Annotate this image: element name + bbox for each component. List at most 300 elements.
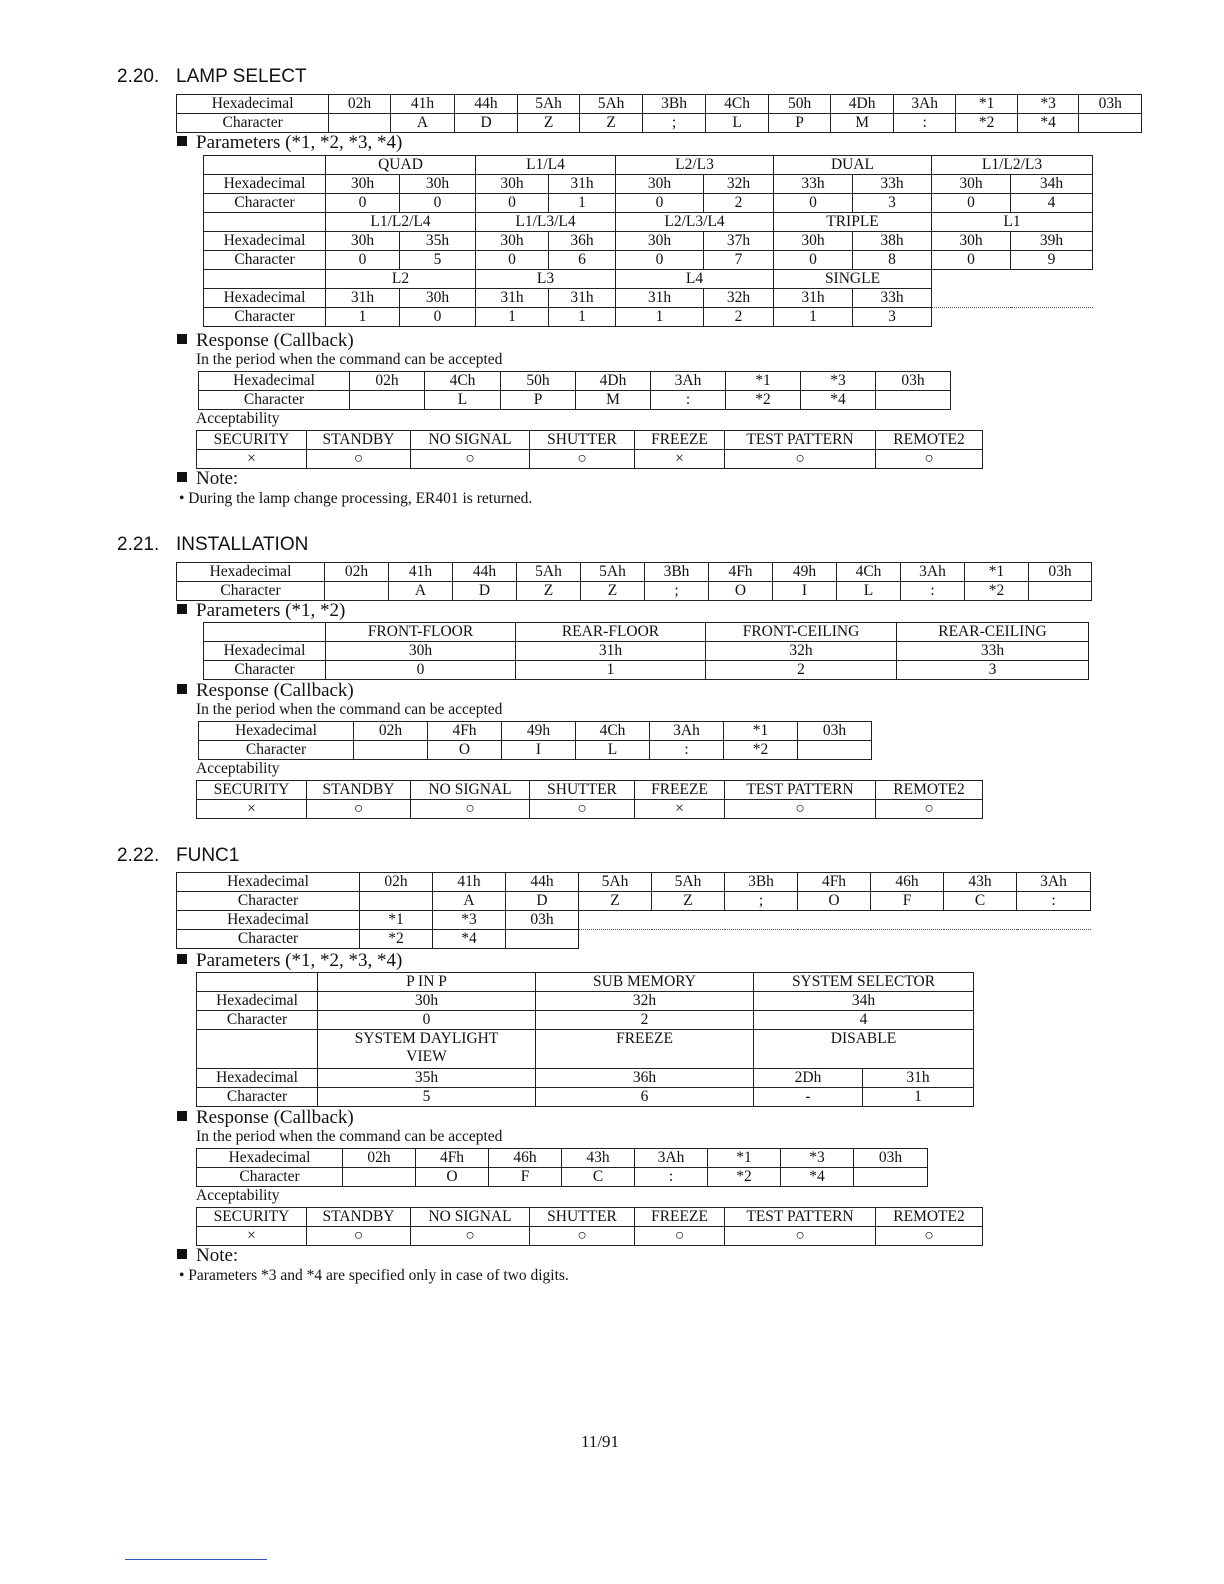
- cmd-hex-cell: 41h: [390, 95, 455, 114]
- cmd-hex-cell: 5Ah: [517, 563, 581, 582]
- cmd-hex-cell: 03h: [1029, 563, 1092, 582]
- param-char-cell: 1: [549, 308, 616, 327]
- cmd-hex-cell: 44h: [506, 873, 579, 892]
- param-group: L2: [326, 270, 476, 289]
- param-group: L2/L3: [616, 156, 774, 175]
- param-group: L1/L4: [476, 156, 616, 175]
- cmd-char-cell: :: [901, 582, 965, 601]
- lamp-select-response-table: [198, 371, 951, 410]
- param-char-cell: 6: [549, 251, 616, 270]
- param-hex-cell: 38h: [853, 232, 932, 251]
- param-char-cell: 2: [704, 194, 774, 213]
- resp-char-cell: O: [416, 1168, 489, 1187]
- param-char-cell: 0: [476, 251, 549, 270]
- param-group: L1/L2/L4: [326, 213, 476, 232]
- acc-value: ○: [307, 1227, 411, 1246]
- cmd-char-cell: A: [390, 114, 455, 133]
- bullet-square-icon: [177, 1111, 187, 1121]
- func1-acceptability-table: [196, 1207, 983, 1246]
- hex-label: Hexadecimal: [199, 722, 354, 741]
- resp-char-cell: *4: [781, 1168, 854, 1187]
- acc-header: STANDBY: [307, 781, 411, 800]
- cmd-char-cell: [1079, 114, 1142, 133]
- acc-header: FREEZE: [635, 431, 725, 450]
- acc-value: ○: [411, 1227, 530, 1246]
- acc-header: SECURITY: [197, 781, 307, 800]
- cmd-char-cell: Z: [517, 114, 580, 133]
- resp-hex-cell: 02h: [350, 372, 425, 391]
- param-char-cell: 3: [853, 194, 932, 213]
- bullet-square-icon: [177, 684, 187, 694]
- cmd-hex-cell: 4Fh: [798, 873, 871, 892]
- cmd-hex-cell: 41h: [433, 873, 506, 892]
- param-char-cell: 4: [754, 1011, 974, 1030]
- cmd-char-cell: *4: [433, 930, 506, 949]
- acc-header: TEST PATTERN: [725, 431, 876, 450]
- resp-hex-cell: *1: [708, 1149, 781, 1168]
- cmd-hex-cell: 4Dh: [831, 95, 894, 114]
- param-char-cell: 0: [326, 251, 400, 270]
- resp-char-cell: L: [425, 391, 501, 410]
- param-hex-cell: 31h: [774, 289, 853, 308]
- lamp-select-acceptability-table: [196, 430, 983, 469]
- cmd-char-cell: O: [798, 892, 871, 911]
- response-heading: Response (Callback): [177, 330, 354, 352]
- param-hex-cell: 30h: [400, 289, 476, 308]
- acc-header: NO SIGNAL: [411, 431, 530, 450]
- acc-header: FREEZE: [635, 781, 725, 800]
- hex-label: Hexadecimal: [199, 372, 350, 391]
- acc-header: SHUTTER: [530, 1208, 635, 1227]
- cmd-char-cell: *2: [965, 582, 1029, 601]
- param-hex-cell: 30h: [326, 175, 400, 194]
- cmd-hex-cell: *1: [956, 95, 1018, 114]
- char-label: Character: [204, 194, 326, 213]
- param-hex-cell: 33h: [774, 175, 853, 194]
- bullet-square-icon: [177, 604, 187, 614]
- param-hex-cell: 36h: [536, 1069, 754, 1088]
- char-label: Character: [204, 661, 326, 680]
- acc-value: ○: [725, 800, 876, 819]
- char-label: Character: [197, 1011, 318, 1030]
- char-label: Character: [204, 308, 326, 327]
- param-hex-cell: 30h: [400, 175, 476, 194]
- param-group: SYSTEM DAYLIGHT VIEW: [318, 1030, 536, 1069]
- lamp-select-command-table: [176, 94, 1142, 133]
- param-char-cell: 3: [897, 661, 1089, 680]
- bullet-square-icon: [177, 136, 187, 146]
- section-title-func1: 2.22. FUNC1: [117, 845, 240, 866]
- param-char-cell: 9: [1011, 251, 1093, 270]
- cmd-char-cell: [1029, 582, 1092, 601]
- acc-header: TEST PATTERN: [725, 781, 876, 800]
- param-char-cell: 7: [704, 251, 774, 270]
- footer-rule: [125, 1559, 267, 1560]
- acc-header: REMOTE2: [876, 781, 983, 800]
- resp-hex-cell: 03h: [876, 372, 951, 391]
- param-char-cell: 0: [400, 308, 476, 327]
- resp-char-cell: *4: [801, 391, 876, 410]
- param-hex-cell: 30h: [326, 642, 516, 661]
- cmd-char-cell: Z: [580, 114, 643, 133]
- param-group: REAR-CEILING: [897, 623, 1089, 642]
- param-char-cell: 2: [704, 308, 774, 327]
- cmd-hex-cell: *1: [360, 911, 433, 930]
- param-char-cell: 2: [536, 1011, 754, 1030]
- resp-char-cell: *2: [708, 1168, 781, 1187]
- cmd-char-cell: P: [768, 114, 831, 133]
- resp-hex-cell: *3: [801, 372, 876, 391]
- acc-value: ○: [725, 450, 876, 469]
- acc-header: SECURITY: [197, 1208, 307, 1227]
- cmd-hex-cell: 44h: [455, 95, 518, 114]
- param-group: L4: [616, 270, 774, 289]
- param-group: FRONT-FLOOR: [326, 623, 516, 642]
- param-hex-cell: 30h: [616, 175, 704, 194]
- cmd-char-cell: *2: [360, 930, 433, 949]
- param-char-cell: 0: [318, 1011, 536, 1030]
- param-char-cell: 0: [774, 194, 853, 213]
- acc-value: ○: [530, 450, 635, 469]
- resp-char-cell: C: [562, 1168, 635, 1187]
- installation-response-table: [198, 721, 872, 760]
- param-char-cell: 3: [853, 308, 932, 327]
- param-hex-cell: 30h: [774, 232, 853, 251]
- param-hex-cell: 30h: [476, 175, 549, 194]
- acc-value: ×: [635, 800, 725, 819]
- param-char-cell: -: [754, 1088, 863, 1107]
- char-label: Character: [177, 114, 329, 133]
- acc-header: STANDBY: [307, 431, 411, 450]
- hex-label: Hexadecimal: [204, 175, 326, 194]
- cmd-char-cell: ;: [642, 114, 706, 133]
- param-hex-cell: 31h: [863, 1069, 974, 1088]
- cmd-hex-cell: 5Ah: [581, 563, 645, 582]
- param-hex-cell: 32h: [536, 992, 754, 1011]
- cmd-char-cell: :: [1017, 892, 1091, 911]
- param-char-cell: 1: [616, 308, 704, 327]
- cmd-char-cell: I: [773, 582, 837, 601]
- param-hex-cell: 36h: [549, 232, 616, 251]
- resp-char-cell: *2: [724, 741, 798, 760]
- resp-char-cell: F: [489, 1168, 562, 1187]
- resp-char-cell: P: [501, 391, 576, 410]
- param-hex-cell: 33h: [853, 289, 932, 308]
- cmd-char-cell: D: [453, 582, 517, 601]
- cmd-char-cell: Z: [517, 582, 581, 601]
- char-label: Character: [197, 1168, 343, 1187]
- cmd-hex-cell: *3: [433, 911, 506, 930]
- resp-char-cell: :: [650, 741, 724, 760]
- cmd-hex-cell: *3: [1017, 95, 1079, 114]
- resp-char-cell: L: [576, 741, 650, 760]
- hex-label: Hexadecimal: [197, 1149, 343, 1168]
- param-char-cell: 0: [932, 251, 1011, 270]
- resp-char-cell: [350, 391, 425, 410]
- param-hex-cell: 34h: [754, 992, 974, 1011]
- cmd-char-cell: ;: [725, 892, 798, 911]
- hex-label: Hexadecimal: [204, 289, 326, 308]
- acc-value: ○: [307, 450, 411, 469]
- param-char-cell: 0: [400, 194, 476, 213]
- func1-response-table: [196, 1148, 928, 1187]
- param-group: FREEZE: [536, 1030, 754, 1069]
- param-group: DUAL: [774, 156, 932, 175]
- param-char-cell: 0: [616, 251, 704, 270]
- resp-hex-cell: 02h: [343, 1149, 416, 1168]
- param-hex-cell: 30h: [476, 232, 549, 251]
- resp-char-cell: [876, 391, 951, 410]
- acc-header: SECURITY: [197, 431, 307, 450]
- char-label: Character: [177, 582, 325, 601]
- acceptability-label: Acceptability: [196, 1187, 280, 1204]
- installation-parameters-table: [203, 622, 1089, 680]
- cmd-char-cell: [325, 582, 389, 601]
- param-group: L3: [476, 270, 616, 289]
- resp-hex-cell: *3: [781, 1149, 854, 1168]
- param-group: L2/L3/L4: [616, 213, 774, 232]
- param-char-cell: 1: [863, 1088, 974, 1107]
- param-hex-cell: 31h: [326, 289, 400, 308]
- cmd-char-cell: L: [837, 582, 901, 601]
- page-number: 11/91: [580, 1432, 620, 1451]
- param-hex-cell: 30h: [326, 232, 400, 251]
- resp-hex-cell: *1: [726, 372, 801, 391]
- parameters-heading: Parameters (*1, *2): [177, 600, 345, 622]
- cmd-char-cell: D: [455, 114, 518, 133]
- cmd-hex-cell: 4Ch: [837, 563, 901, 582]
- cmd-hex-cell: 3Bh: [642, 95, 706, 114]
- cmd-char-cell: F: [871, 892, 944, 911]
- param-char-cell: 1: [516, 661, 706, 680]
- acc-header: NO SIGNAL: [411, 1208, 530, 1227]
- param-group: L1: [932, 213, 1093, 232]
- period-text: In the period when the command can be accepted: [196, 701, 503, 718]
- section-title-installation: 2.21. INSTALLATION: [117, 534, 309, 555]
- resp-hex-cell: 4Fh: [428, 722, 502, 741]
- param-group: SYSTEM SELECTOR: [754, 973, 974, 992]
- param-group: L1/L2/L3: [932, 156, 1093, 175]
- cmd-hex-cell: 4Ch: [706, 95, 769, 114]
- hex-label: Hexadecimal: [197, 1069, 318, 1088]
- param-char-cell: 1: [476, 308, 549, 327]
- param-group: FRONT-CEILING: [706, 623, 897, 642]
- resp-char-cell: I: [502, 741, 576, 760]
- cmd-hex-cell: 02h: [325, 563, 389, 582]
- param-hex-cell: 31h: [616, 289, 704, 308]
- param-char-cell: 8: [853, 251, 932, 270]
- acc-header: SHUTTER: [530, 431, 635, 450]
- cmd-hex-cell: 02h: [360, 873, 433, 892]
- resp-char-cell: M: [576, 391, 651, 410]
- acc-value: ×: [197, 1227, 307, 1246]
- param-hex-cell: 30h: [932, 175, 1011, 194]
- param-group: TRIPLE: [774, 213, 932, 232]
- param-hex-cell: 35h: [318, 1069, 536, 1088]
- acc-value: ○: [876, 450, 983, 469]
- cmd-hex-cell: 50h: [768, 95, 831, 114]
- param-hex-cell: 31h: [516, 642, 706, 661]
- acc-header: STANDBY: [307, 1208, 411, 1227]
- acc-header: REMOTE2: [876, 431, 983, 450]
- param-hex-cell: 32h: [706, 642, 897, 661]
- acc-value: ○: [876, 800, 983, 819]
- cmd-hex-cell: 5Ah: [580, 95, 643, 114]
- acc-header: FREEZE: [635, 1208, 725, 1227]
- param-group: SINGLE: [774, 270, 932, 289]
- section-title-lamp-select: 2.20. LAMP SELECT: [117, 66, 307, 87]
- cmd-char-cell: A: [389, 582, 453, 601]
- cmd-hex-cell: 49h: [773, 563, 837, 582]
- acc-header: REMOTE2: [876, 1208, 983, 1227]
- param-hex-cell: 37h: [704, 232, 774, 251]
- char-label: Character: [177, 892, 360, 911]
- param-hex-cell: 31h: [549, 175, 616, 194]
- note-text: • During the lamp change processing, ER401 is returned.: [179, 490, 533, 507]
- acc-value: ○: [530, 1227, 635, 1246]
- param-char-cell: 0: [616, 194, 704, 213]
- parameters-heading: Parameters (*1, *2, *3, *4): [177, 950, 402, 972]
- param-char-cell: 2: [706, 661, 897, 680]
- param-group: DISABLE: [754, 1030, 974, 1069]
- resp-char-cell: :: [635, 1168, 708, 1187]
- param-char-cell: 0: [932, 194, 1011, 213]
- param-hex-cell: 34h: [1011, 175, 1093, 194]
- acc-value: ○: [876, 1227, 983, 1246]
- bullet-square-icon: [177, 472, 187, 482]
- cmd-hex-cell: 5Ah: [579, 873, 652, 892]
- cmd-hex-cell: 3Ah: [901, 563, 965, 582]
- lamp-select-parameters-table: [203, 155, 1093, 327]
- cmd-hex-cell: 5Ah: [517, 95, 580, 114]
- acc-value: ○: [635, 1227, 725, 1246]
- param-char-cell: 1: [549, 194, 616, 213]
- param-char-cell: 4: [1011, 194, 1093, 213]
- param-group: SUB MEMORY: [536, 973, 754, 992]
- resp-char-cell: [798, 741, 872, 760]
- resp-char-cell: [354, 741, 428, 760]
- char-label: Character: [204, 251, 326, 270]
- param-char-cell: 1: [326, 308, 400, 327]
- resp-hex-cell: 3Ah: [635, 1149, 708, 1168]
- cmd-hex-cell: 03h: [506, 911, 579, 930]
- resp-hex-cell: 3Ah: [650, 722, 724, 741]
- cmd-char-cell: C: [944, 892, 1017, 911]
- param-char-cell: 0: [326, 661, 516, 680]
- resp-hex-cell: 43h: [562, 1149, 635, 1168]
- param-hex-cell: 39h: [1011, 232, 1093, 251]
- bullet-square-icon: [177, 954, 187, 964]
- resp-char-cell: [343, 1168, 416, 1187]
- param-hex-cell: 32h: [704, 175, 774, 194]
- param-char-cell: 0: [774, 251, 853, 270]
- param-char-cell: 5: [318, 1088, 536, 1107]
- param-char-cell: 5: [400, 251, 476, 270]
- resp-hex-cell: 03h: [798, 722, 872, 741]
- cmd-hex-cell: 43h: [944, 873, 1017, 892]
- hex-label: Hexadecimal: [177, 873, 360, 892]
- hex-label: Hexadecimal: [204, 642, 326, 661]
- param-char-cell: 0: [476, 194, 549, 213]
- cmd-char-cell: :: [893, 114, 956, 133]
- note-heading: Note:: [177, 1245, 238, 1267]
- bullet-square-icon: [177, 334, 187, 344]
- resp-char-cell: :: [651, 391, 726, 410]
- cmd-hex-cell: 4Fh: [709, 563, 773, 582]
- cmd-hex-cell: 03h: [1079, 95, 1142, 114]
- acceptability-label: Acceptability: [196, 760, 280, 777]
- cmd-hex-cell: 02h: [329, 95, 391, 114]
- param-char-cell: 0: [326, 194, 400, 213]
- param-group: L1/L3/L4: [476, 213, 616, 232]
- period-text: In the period when the command can be accepted: [196, 351, 503, 368]
- param-hex-cell: 30h: [932, 232, 1011, 251]
- char-label: Character: [177, 930, 360, 949]
- note-heading: Note:: [177, 468, 238, 490]
- param-hex-cell: 30h: [318, 992, 536, 1011]
- installation-command-table: [176, 562, 1092, 601]
- cmd-char-cell: M: [831, 114, 894, 133]
- installation-acceptability-table: [196, 780, 983, 819]
- cmd-hex-cell: 3Ah: [1017, 873, 1091, 892]
- func1-command-table: [176, 872, 1091, 949]
- cmd-char-cell: Z: [579, 892, 652, 911]
- param-hex-cell: 33h: [853, 175, 932, 194]
- acc-value: ○: [411, 800, 530, 819]
- acc-header: TEST PATTERN: [725, 1208, 876, 1227]
- resp-char-cell: O: [428, 741, 502, 760]
- cmd-char-cell: Z: [581, 582, 645, 601]
- hex-label: Hexadecimal: [197, 992, 318, 1011]
- cmd-char-cell: [329, 114, 391, 133]
- cmd-char-cell: *4: [1017, 114, 1079, 133]
- acc-value: ×: [635, 450, 725, 469]
- cmd-hex-cell: 41h: [389, 563, 453, 582]
- response-heading: Response (Callback): [177, 1107, 354, 1129]
- cmd-hex-cell: 3Bh: [725, 873, 798, 892]
- cmd-char-cell: ;: [645, 582, 709, 601]
- resp-char-cell: *2: [726, 391, 801, 410]
- cmd-hex-cell: 46h: [871, 873, 944, 892]
- param-hex-cell: 2Dh: [754, 1069, 863, 1088]
- char-label: Character: [199, 391, 350, 410]
- acceptability-label: Acceptability: [196, 410, 280, 427]
- param-char-cell: 6: [536, 1088, 754, 1107]
- acc-value: ×: [197, 800, 307, 819]
- char-label: Character: [197, 1088, 318, 1107]
- hex-label: Hexadecimal: [177, 563, 325, 582]
- cmd-char-cell: Z: [652, 892, 725, 911]
- param-group: REAR-FLOOR: [516, 623, 706, 642]
- param-hex-cell: 32h: [704, 289, 774, 308]
- param-hex-cell: 35h: [400, 232, 476, 251]
- acc-value: ○: [725, 1227, 876, 1246]
- cmd-hex-cell: 5Ah: [652, 873, 725, 892]
- response-heading: Response (Callback): [177, 680, 354, 702]
- hex-label: Hexadecimal: [177, 911, 360, 930]
- char-label: Character: [199, 741, 354, 760]
- hex-label: Hexadecimal: [204, 232, 326, 251]
- acc-header: NO SIGNAL: [411, 781, 530, 800]
- cmd-hex-cell: 3Ah: [893, 95, 956, 114]
- resp-char-cell: [854, 1168, 928, 1187]
- acc-value: ○: [411, 450, 530, 469]
- param-group: QUAD: [326, 156, 476, 175]
- acc-value: ○: [307, 800, 411, 819]
- cmd-char-cell: L: [706, 114, 769, 133]
- param-group: P IN P: [318, 973, 536, 992]
- cmd-char-cell: *2: [956, 114, 1018, 133]
